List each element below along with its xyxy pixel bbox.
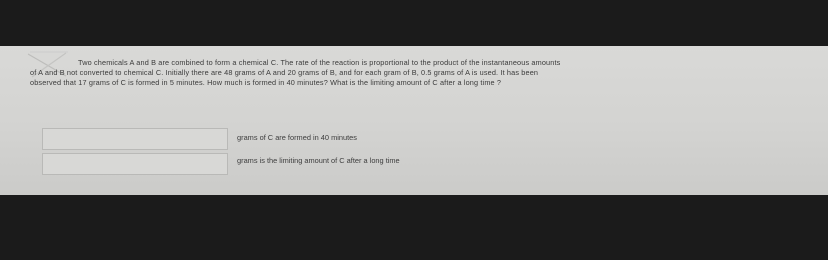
question-text	[30, 58, 815, 88]
answer-input-40-minutes[interactable]	[42, 128, 228, 150]
question-line-2: of A and B not converted to chemical C. Initially there are 48 grams of A and 20 grams of B, and for each gram of B, 0.5 grams of A is used. It has been	[30, 68, 539, 77]
question-line-3: observed that 17 grams of C is formed in 5 minutes. How much is formed in 40 minutes? What is the limiting amount of C after a long time ?	[30, 78, 502, 87]
answer-input-limiting-amount[interactable]	[42, 153, 228, 175]
answer-label-limiting-amount: grams is the limiting amount of C after a long time	[237, 156, 400, 165]
bottom-dark-bar	[0, 195, 828, 260]
question-line-1: Two chemicals A and B are combined to form a chemical C. The rate of the reaction is proportional to the product of the instantaneous amounts	[78, 58, 561, 67]
answer-label-40-minutes: grams of C are formed in 40 minutes	[237, 133, 357, 142]
top-dark-bar	[0, 0, 828, 46]
